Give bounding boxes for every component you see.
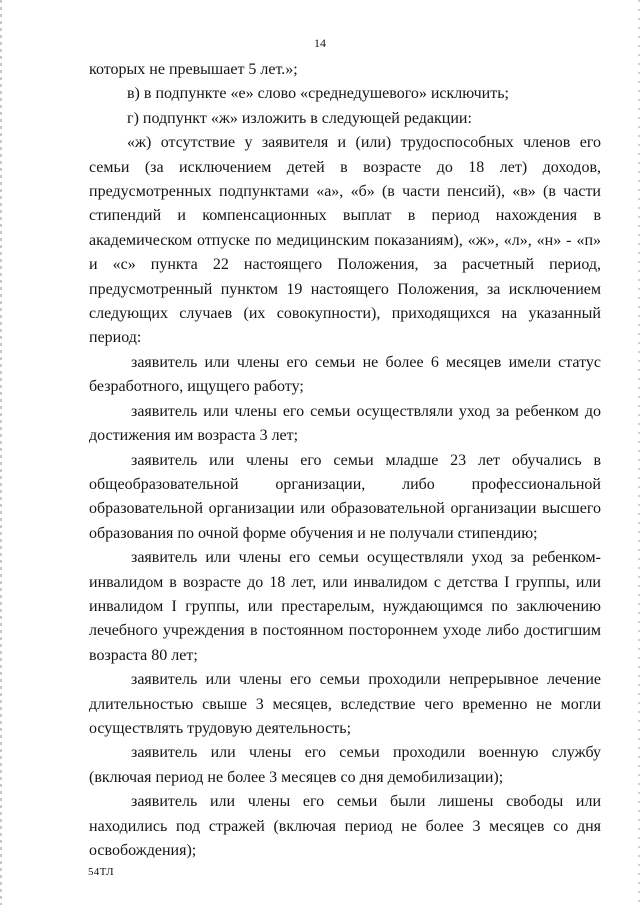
page-edge-left [0,0,2,905]
paragraph-case-students: заявитель или члены его семьи младше 23 лет обучались в общеобразовательной организации, либо профессиональной образовательной организации или образовательной организации высшего образования по очной форме обучения и не получали стипендию; [89,451,601,542]
paragraph-case-childcare: заявитель или члены его семьи осуществляли уход за ребенком до достижения им возраста 3 лет; [89,402,601,445]
paragraph-subitem-zh: «ж) отсутствие у заявителя и (или) трудоспособных членов его семьи (за исключением детей в возрасте до 18 лет) доходов, предусмотренных подпунктами «а», «б» (в части пенсий), «в» (в части стипендий и компенсационных выплат в период нахождения в академическом отпуске по медицинским показаниям), «ж», «л», «н» - «п» и «с» пункта 22 настоящего Положения, за расчетный период, предусмотренный пунктом 19 настоящего Положения, за исключением следующих случаев (их совокупности), приходящихся на указанный период: [89,134,601,347]
paragraph-continuation: которых не превышает 5 лет.»; [89,61,298,78]
document-body [89,58,601,863]
footer-document-code: 54ТЛ [88,866,114,878]
paragraph-case-military: заявитель или члены его семьи проходили военную службу (включая период не более 3 месяцев со дня демобилизации); [89,744,601,786]
paragraph-case-treatment: заявитель или члены его семьи проходили непрерывное лечение длительностью свыше 3 месяцев, вследствие чего временно не могли осуществлять трудовую деятельность; [89,671,601,737]
paragraph-case-unemployed: заявитель или члены его семьи не более 6 месяцев имели статус безработного, ищущего работу; [89,353,601,396]
page-number: 14 [314,36,326,50]
paragraph-case-detention: заявитель или члены его семьи были лишены свободы или находились под стражей (включая период не более 3 месяцев со дня освобождения); [89,793,601,859]
paragraph-item-v: в) в подпункте «е» слово «среднедушевого» исключить; [127,85,509,103]
paragraph-item-g: г) подпункт «ж» изложить в следующей редакции: [127,109,472,127]
paragraph-case-disabled-care: заявитель или члены его семьи осуществляли уход за ребенком-инвалидом в возрасте до 18 лет, или инвалидом с детства I группы, или инвалидом I группы, или престарелым, нуждающимся по заключению лечебного учреждения в постоянном постороннем уходе либо достигшим возраста 80 лет; [89,549,601,664]
